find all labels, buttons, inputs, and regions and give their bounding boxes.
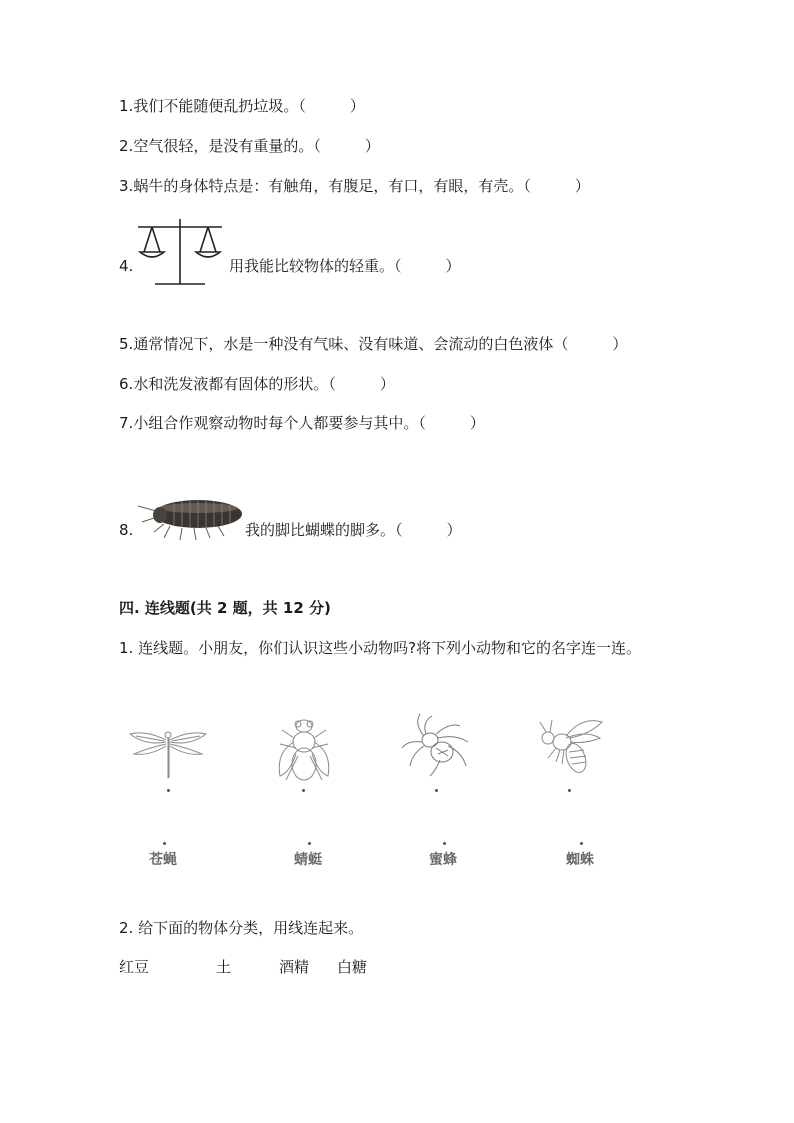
match-dot-top-1[interactable] bbox=[167, 789, 170, 792]
match-dot-bottom-2[interactable] bbox=[308, 842, 311, 845]
match-dot-bottom-4[interactable] bbox=[580, 842, 583, 845]
animal-name-dragonfly: 蜻蜓 bbox=[294, 852, 322, 868]
animal-name-spider: 蜘蛛 bbox=[566, 852, 594, 868]
judgement-item-4-num: 4. bbox=[119, 257, 134, 275]
judgement-item-7: 7.小组合作观察动物时每个人都要参与其中。（ ） bbox=[119, 414, 485, 432]
judgement-item-6: 6.水和洗发液都有固体的形状。（ ） bbox=[119, 375, 395, 393]
match-dot-top-3[interactable] bbox=[435, 789, 438, 792]
judgement-item-2: 2.空气很轻，是没有重量的。（ ） bbox=[119, 137, 380, 155]
object-white-sugar: 白糖 bbox=[337, 958, 368, 976]
match-dot-top-4[interactable] bbox=[568, 789, 571, 792]
match-dot-top-2[interactable] bbox=[302, 789, 305, 792]
object-red-bean: 红豆 bbox=[119, 958, 150, 976]
dragonfly-icon bbox=[126, 716, 210, 780]
match-dot-bottom-1[interactable] bbox=[163, 842, 166, 845]
matching-question-2: 2. 给下面的物体分类，用线连起来。 bbox=[119, 919, 364, 937]
judgement-item-4: 用我能比较物体的轻重。（ ） bbox=[229, 257, 461, 275]
balance-scale-icon bbox=[136, 216, 226, 290]
bee-icon bbox=[536, 712, 606, 780]
judgement-item-1: 1.我们不能随便乱扔垃圾。（ ） bbox=[119, 97, 365, 115]
judgement-item-5: 5.通常情况下，水是一种没有气味、没有味道、会流动的白色液体（ ） bbox=[119, 335, 628, 353]
match-dot-bottom-3[interactable] bbox=[443, 842, 446, 845]
judgement-item-3: 3.蜗牛的身体特点是：有触角，有腹足，有口，有眼，有壳。（ ） bbox=[119, 177, 590, 195]
judgement-item-8-num: 8. bbox=[119, 521, 134, 539]
woodlouse-icon bbox=[134, 492, 246, 544]
judgement-item-8: 我的脚比蝴蝶的脚多。（ ） bbox=[245, 521, 462, 539]
section-title: 四. 连线题(共 2 题，共 12 分) bbox=[119, 599, 331, 617]
object-soil: 土 bbox=[216, 958, 232, 976]
animal-name-bee: 蜜蜂 bbox=[429, 852, 457, 868]
animal-name-fly: 苍蝇 bbox=[149, 852, 177, 868]
fly-icon bbox=[272, 714, 336, 784]
matching-question-1: 1. 连线题。小朋友，你们认识这些小动物吗?将下列小动物和它的名字连一连。 bbox=[119, 639, 642, 657]
object-alcohol: 酒精 bbox=[279, 958, 310, 976]
spider-icon bbox=[400, 712, 472, 778]
